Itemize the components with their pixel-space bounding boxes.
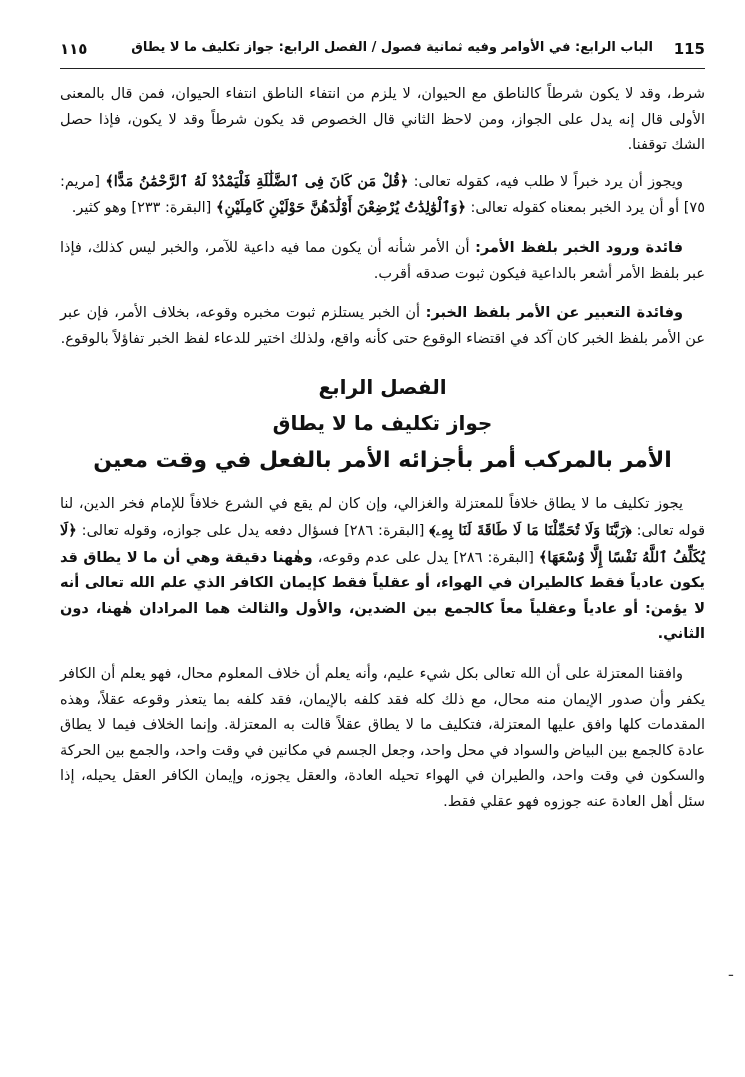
paragraph-4-lead: وفائدة التعبير عن الأمر بلفظ الخبر: — [425, 305, 683, 322]
chapter-subtitle: الأمر بالمركب أمر بأجزائه الأمر بالفعل في وقت معين — [93, 448, 672, 474]
paragraph-4 — [60, 301, 705, 352]
paragraph-5-text-b: [البقرة: ٢٨٦] فسؤال دفعه يدل على جوازه، وقوله تعالى: — [76, 522, 430, 539]
page-number-latin: 115 — [673, 40, 705, 58]
chapter-title: جواز تكليف ما لا يطاق — [272, 411, 493, 436]
paragraph-5-bold: وهٰهنا دقيقة وهي أن ما لا يطاق قد يكون عادياً فقط كالطيران في الهواء، أو عقلياً فقط كإيمان الكافر الذي علم الله تعالى أنه لا يؤمن: أو عادياً وعقلياً معاً كالجمع بين الضدين، والأول والثالث هما المرادان هٰهنا، دون الثاني. — [60, 549, 705, 643]
paragraph-2-text-c: [البقرة: ٢٣٣] وهو كثير. — [71, 200, 216, 217]
paragraph-2-text-b: [مريم: ٧٥] أو أن يرد الخبر بمعناه كقوله تعالى: — [60, 173, 705, 217]
paragraph-5-text-a: يجوز تكليف ما لا يطاق خلافاً للمعتزلة والغزالي، وإن كان لم يقع في الشرع خلافاً للإمام فخر الدين، لنا قوله تعالى: — [60, 496, 706, 539]
paragraph-3 — [60, 236, 705, 287]
quran-verse-baqara-286-b: ﴿لَا يُكَلِّفُ ٱللَّهُ نَفْسًا إِلَّا وُسْعَهَا﴾ — [60, 521, 705, 566]
page-number-arabic: ١١٥ — [60, 40, 88, 58]
paragraph-3-lead: فائدة ورود الخبر بلفظ الأمر: — [475, 239, 683, 256]
chapter-label: الفصل الرابع — [318, 375, 447, 400]
quran-verse-baqara-286-a: ﴿رَبَّنَا وَلَا تُحَمِّلْنَا مَا لَا طَاقَةَ لَنَا بِهِۦ﴾ — [429, 521, 632, 539]
running-header — [60, 38, 705, 69]
running-title: الباب الرابع: في الأوامر وفيه ثمانية فصول / الفصل الرابع: جواز تكليف ما لا يطاق — [131, 40, 653, 55]
chapter-heading — [60, 370, 705, 480]
paragraph-5-text-c: [البقرة: ٢٨٦] يدل على عدم وقوعه، — [312, 549, 539, 566]
quran-verse-maryam: ﴿قُلْ مَن كَانَ فِى ٱلضَّلَٰلَةِ فَلْيَمْدُدْ لَهُ ٱلرَّحْمَٰنُ مَدًّا﴾ — [105, 172, 409, 190]
page-body — [60, 82, 705, 829]
paragraph-1: شرط، وقد لا يكون شرطاً كالناطق مع الحيوان، لا يلزم من انتفاء الناطق انتفاء الحيوان، فمن قال بالمعنى الأولى قال إنه يدل على الجواز، ومن لاحظ الثاني قال الخصوص قد يكون شرطاً وقد لا يكون، فإذا حصل الشك توقفنا. — [60, 86, 705, 154]
paragraph-2-text-a: ويجوز أن يرد خبراً لا طلب فيه، كقوله تعالى: — [408, 173, 683, 190]
paragraph-5 — [60, 492, 705, 648]
quran-verse-baqara-233: ﴿وَٱلْوَٰلِدَٰتُ يُرْضِعْنَ أَوْلَٰدَهُنَّ حَوْلَيْنِ كَامِلَيْنِ﴾ — [215, 199, 466, 217]
margin-mark: ـ — [728, 964, 733, 980]
paragraph-2 — [60, 169, 705, 222]
paragraph-3-text: أن الأمر شأنه أن يكون مما فيه داعية للآمر، والخبر ليس كذلك، فإذا عبر بلفظ الأمر أشعر بالداعية فيكون ثبوت صدقه أقرب. — [60, 239, 705, 282]
paragraph-6: وافقنا المعتزلة على أن الله تعالى بكل شيء عليم، وأنه يعلم أن خلاف المعلوم محال، فهو يعلم أن الكافر يكفر وأن صدور الإيمان منه محال، مع ذلك كله فقد كلفه بالإيمان، فقد كلفه بما يتعذر وقوعه عقلاً، وهذه المقدمات كلها وافق عليها المعتزلة، فتكليف ما لا يطاق عقلاً قالت به المعتزلة. وإنما الخلاف فيما لا يطاق عادة كالجمع بين البياض والسواد في محل واحد، وجعل الجسم في مكانين في وقت واحد، والجمع بين الحركة والسكون في وقت واحد، والطيران في الهواء تحيله العادة، والعقل يجوزه، وإيمان الكافر العقل يحيله، إذا سئل أهل العادة عنه جوزوه فهو عقلي فقط. — [60, 665, 705, 810]
paragraph-4-text: أن الخبر يستلزم ثبوت مخبره وقوعه، بخلاف الأمر، فإن عبر عن الأمر بلفظ الخبر كان آكد في اقتضاء الوقوع حتى كأنه واقع، ولذلك اختير للدعاء لفظ الخبر تفاؤلاً بالوقوع. — [60, 305, 705, 347]
